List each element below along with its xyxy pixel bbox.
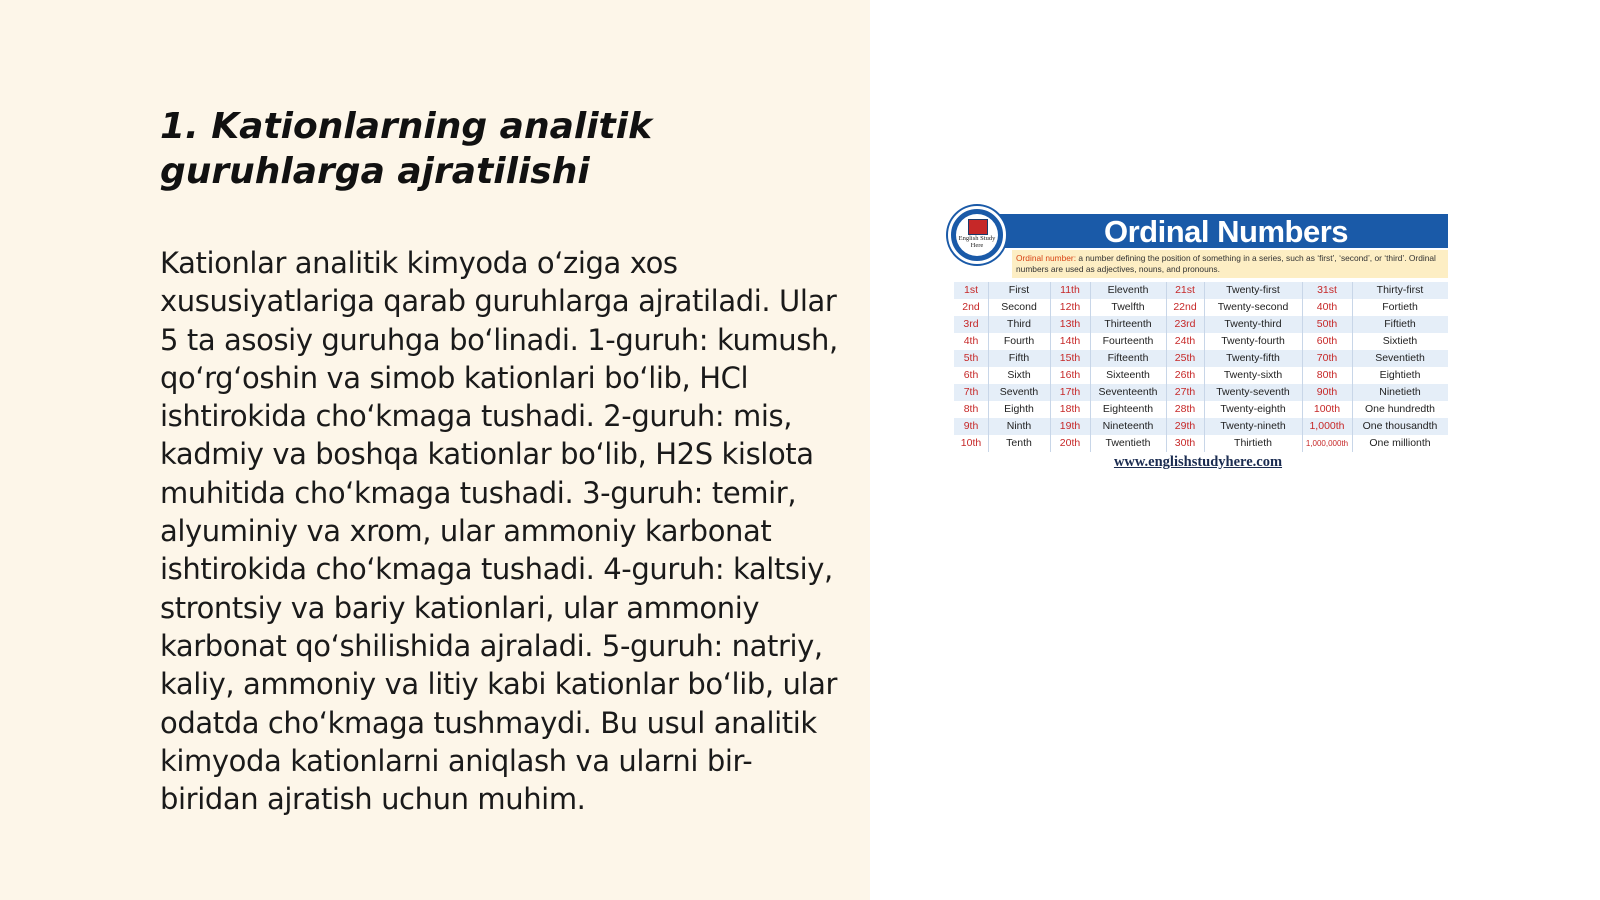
ordinal-word-cell: Sixth [1007,369,1031,381]
ordinal-word-cell: Twentieth [1105,437,1151,449]
ordinal-word-cell: Fortieth [1382,301,1418,313]
slide-title: 1. Kationlarning analitik guruhlarga ajratilishi [160,106,653,192]
ordinal-number-cell: 22nd [1173,301,1197,313]
ordinal-number-cell: 50th [1316,318,1338,330]
ordinal-number-cell: 4th [963,335,979,347]
ordinal-word-cell: Sixtieth [1382,335,1418,347]
ordinal-word-cell: One millionth [1369,437,1431,449]
table-divider [1352,282,1353,452]
ordinal-word-cell: Thirteenth [1104,318,1152,330]
table-row [954,350,1448,367]
table-divider [1204,282,1205,452]
table-divider [1090,282,1091,452]
ordinal-number-cell: 2nd [962,301,980,313]
ordinal-number-cell: 9th [963,420,979,432]
ordinal-number-cell: 26th [1174,369,1196,381]
ordinal-number-cell: 40th [1316,301,1338,313]
ordinal-number-cell: 1,000,000th [1305,439,1349,448]
ordinal-number-cell: 8th [963,403,979,415]
ordinal-numbers-image [948,206,1448,480]
ordinal-number-cell: 23rd [1174,318,1196,330]
ordinal-number-cell: 19th [1059,420,1081,432]
ordinal-number-cell: 100th [1313,403,1341,415]
ordinal-word-cell: Twenty-second [1217,301,1289,313]
ordinal-word-cell: Fifth [1008,352,1030,364]
ordinal-word-cell: Sixteenth [1106,369,1150,381]
table-divider [1050,282,1051,452]
definition-term: Ordinal number: [1016,253,1077,263]
ordinal-word-cell: Twenty-fifth [1226,352,1280,364]
ordinal-number-cell: 24th [1174,335,1196,347]
ordinal-number-cell: 31st [1317,284,1337,296]
table-divider [1166,282,1167,452]
table-divider [1302,282,1303,452]
ordinal-word-cell: Eighth [1004,403,1034,415]
ordinal-number-cell: 12th [1059,301,1081,313]
ordinal-word-cell: Third [1007,318,1031,330]
ordinal-word-cell: Nineteenth [1102,420,1154,432]
ordinal-word-cell: Fourteenth [1102,335,1154,347]
ordinal-number-cell: 21st [1175,284,1195,296]
table-row [954,401,1448,418]
table-row [954,333,1448,350]
ordinal-word-cell: Twenty-fourth [1221,335,1285,347]
ordinal-word-cell: Eighteenth [1102,403,1154,415]
ordinal-number-cell: 14th [1059,335,1081,347]
ordinal-number-cell: 5th [963,352,979,364]
definition-text: a number defining the position of something in a series, such as ‘first’, ‘second’, or ‘third’. Ordinal numbers are used as adjectives, nouns, and pronouns. [1016,253,1436,274]
ordinal-word-cell: Tenth [1006,437,1032,449]
table-row [954,282,1448,299]
slide-body-text: Kationlar analitik kimyoda o‘ziga xos xususiyatlariga qarab guruhlarga ajratiladi. Ular 5 ta asosiy guruhga bo‘linadi. 1-guruh: kumush, qo‘rg‘oshin va simob kationlari bo‘lib, HCl ishtirokida cho‘kmaga tushadi. 2-guruh: mis, kadmiy va boshqa kationlar bo‘lib, H2S kislota muhitida cho‘kmaga tushadi. 3-guruh: temir, alyuminiy va xrom, ular ammoniy karbonat ishtirokida cho‘kmaga tushadi. 4-guruh: kaltsiy, strontsiy va bariy kationlari, ular ammoniy karbonat qo‘shilishida ajraladi. 5-guruh: natriy, kaliy, ammoniy va litiy kabi kationlar bo‘lib, ular odatda cho‘kmaga tushmaydi. Bu usul analitik kimyoda kationlarni aniqlash va ularni bir-biridan ajratish uchun muhim. [160,246,838,817]
ordinal-number-cell: 80th [1316,369,1338,381]
ordinal-word-cell: Twenty-eighth [1220,403,1286,415]
ordinal-word-cell: Twenty-seventh [1216,386,1290,398]
ordinal-word-cell: Seventh [999,386,1039,398]
ordinal-word-cell: Fifteenth [1107,352,1149,364]
ordinal-number-cell: 16th [1059,369,1081,381]
table-row [954,435,1448,452]
ordinal-number-cell: 11th [1060,284,1080,296]
ordinal-word-cell: One thousandth [1362,420,1438,432]
english-study-here-logo [948,206,1006,264]
ordinal-word-cell: Twelfth [1111,301,1145,313]
ordinal-word-cell: Twenty-sixth [1223,369,1283,381]
table-row [954,367,1448,384]
ordinal-number-cell: 25th [1174,352,1196,364]
ordinal-word-cell: Fiftieth [1384,318,1416,330]
ordinal-word-cell: Twenty-third [1224,318,1282,330]
website-url: www.englishstudyhere.com [1113,454,1283,470]
ordinal-word-cell: Twenty-nineth [1220,420,1286,432]
ordinal-word-cell: First [1008,284,1030,296]
ordinal-definition [1012,250,1448,278]
ordinal-word-cell: Eleventh [1107,284,1149,296]
ordinal-number-cell: 30th [1174,437,1196,449]
ordinal-word-cell: Second [1001,301,1037,313]
table-row [954,316,1448,333]
table-row [954,384,1448,401]
ordinal-number-cell: 6th [963,369,979,381]
ordinal-number-cell: 17th [1059,386,1081,398]
table-row [954,299,1448,316]
book-icon [968,219,988,235]
logo-badge [956,214,998,256]
ordinal-number-cell: 7th [963,386,979,398]
ordinal-word-cell: Thirtieth [1234,437,1272,449]
ordinal-word-cell: Seventieth [1375,352,1425,364]
infographic-title: Ordinal Numbers [1104,214,1348,249]
ordinal-number-cell: 90th [1316,386,1338,398]
ordinal-number-cell: 1st [963,284,978,296]
ordinal-word-cell: Fourth [1003,335,1035,347]
ordinal-word-cell: Twenty-first [1226,284,1280,296]
ordinal-number-cell: 3rd [963,318,979,330]
infographic-banner [974,214,1448,248]
ordinal-number-cell: 27th [1174,386,1196,398]
ordinal-table [954,282,1448,452]
ordinal-number-cell: 15th [1059,352,1081,364]
ordinal-number-cell: 20th [1059,437,1081,449]
ordinal-word-cell: Eightieth [1379,369,1421,381]
ordinal-number-cell: 1,000th [1309,420,1345,432]
ordinal-number-cell: 60th [1316,335,1338,347]
ordinal-number-cell: 28th [1174,403,1196,415]
ordinal-word-cell: Ninth [1006,420,1032,432]
table-divider [988,282,989,452]
ordinal-word-cell: Ninetieth [1379,386,1421,398]
ordinal-word-cell: Seventeenth [1098,386,1158,398]
ordinal-number-cell: 10th [960,437,982,449]
ordinal-number-cell: 29th [1174,420,1196,432]
logo-text: English Study Here [958,235,996,249]
ordinal-number-cell: 13th [1059,318,1081,330]
ordinal-word-cell: Thirty-first [1376,284,1424,296]
table-row [954,418,1448,435]
ordinal-word-cell: One hundredth [1364,403,1436,415]
ordinal-number-cell: 70th [1316,352,1338,364]
ordinal-number-cell: 18th [1059,403,1081,415]
